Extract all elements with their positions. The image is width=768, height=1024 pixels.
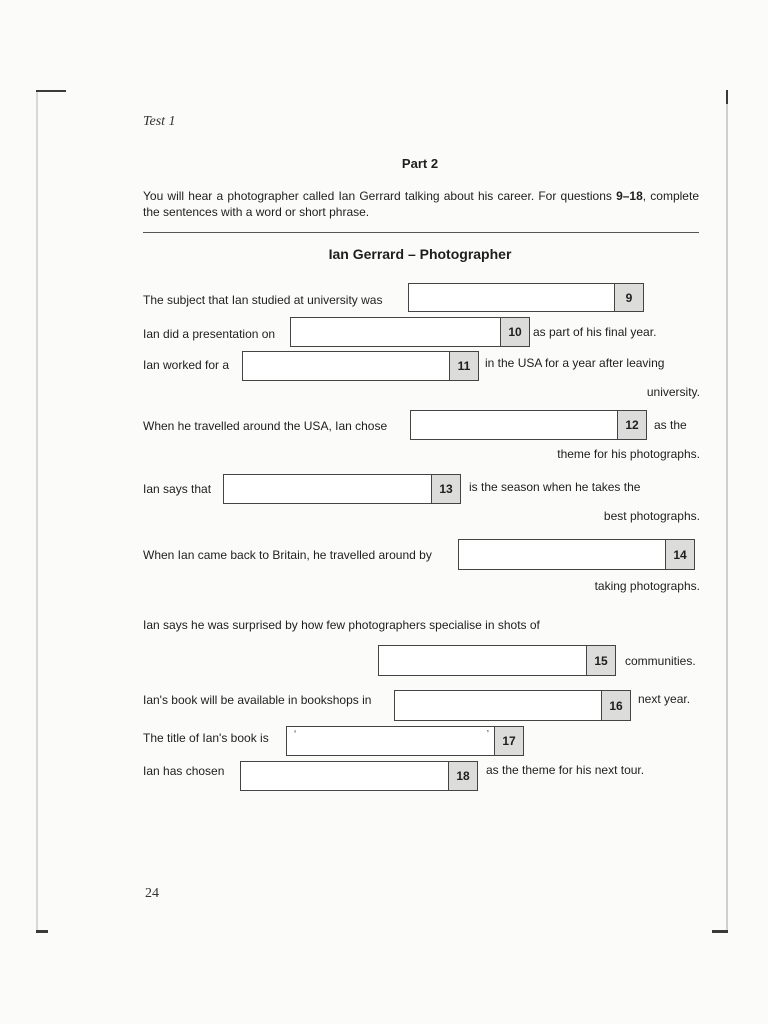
answer-box-12[interactable] [410, 410, 647, 440]
divider-rule [143, 232, 699, 233]
test-label: Test 1 [143, 114, 176, 129]
instructions [143, 188, 699, 220]
answer-box-13[interactable] [223, 474, 461, 504]
q11-text-before: Ian worked for a [143, 358, 230, 372]
question-number-11: 11 [449, 351, 479, 381]
q13-text-continued: best photographs. [603, 509, 700, 523]
q12-text-continued: theme for his photographs. [557, 447, 700, 461]
close-quote: ’ [486, 729, 489, 740]
q13-text-before: Ian says that [143, 482, 212, 496]
part-title: Part 2 [401, 156, 439, 171]
answer-box-9[interactable] [408, 283, 644, 312]
q17-text-before: The title of Ian's book is [143, 731, 269, 745]
q10-text-after: as part of his final year. [533, 325, 657, 339]
page-number: 24 [145, 886, 159, 901]
answer-box-10[interactable] [290, 317, 530, 347]
page-edge-left [36, 92, 38, 932]
section-title: Ian Gerrard – Photographer [328, 246, 512, 262]
question-number-16: 16 [601, 690, 631, 721]
q9-text-before: The subject that Ian studied at university was [143, 293, 383, 307]
q14-text-continued: taking photographs. [594, 579, 700, 593]
q15-text-after: communities. [625, 654, 696, 668]
q18-text-before: Ian has chosen [143, 764, 225, 778]
q13-text-after: is the season when he takes the [469, 480, 641, 494]
answer-box-18[interactable] [240, 761, 478, 791]
corner-mark-bottom-right [712, 930, 728, 933]
open-quote: ‘ [294, 729, 297, 740]
q12-text-after: as the [654, 418, 687, 432]
question-number-18: 18 [448, 761, 478, 791]
q18-text-after: as the theme for his next tour. [486, 763, 645, 777]
question-number-14: 14 [665, 539, 695, 570]
q11-text-after: in the USA for a year after leaving [485, 356, 665, 370]
question-number-9: 9 [614, 283, 644, 312]
answer-box-15[interactable] [378, 645, 616, 676]
instructions-range: 9–18 [616, 189, 643, 203]
answer-box-17[interactable] [286, 726, 524, 756]
corner-mark-bottom-left [36, 930, 48, 933]
q16-text-before: Ian's book will be available in bookshops in [143, 693, 372, 707]
question-number-10: 10 [500, 317, 530, 347]
question-number-15: 15 [586, 645, 616, 676]
q15-text-before: Ian says he was surprised by how few photographers specialise in shots of [143, 618, 540, 632]
q10-text-before: Ian did a presentation on [143, 327, 276, 341]
question-number-17: 17 [494, 726, 524, 756]
answer-box-11[interactable] [242, 351, 479, 381]
corner-mark-top-left [36, 90, 66, 92]
answer-box-14[interactable] [458, 539, 695, 570]
question-number-13: 13 [431, 474, 461, 504]
answer-box-16[interactable] [394, 690, 631, 721]
question-number-12: 12 [617, 410, 647, 440]
page-edge-right [726, 92, 728, 932]
q16-text-after: next year. [638, 692, 691, 706]
q12-text-before: When he travelled around the USA, Ian chose [143, 419, 388, 433]
q11-text-continued: university. [646, 385, 700, 399]
instructions-pre: You will hear a photographer called Ian Gerrard talking about his career. For questions [143, 189, 617, 203]
q14-text-before: When Ian came back to Britain, he travelled around by [143, 548, 432, 562]
instructions-post: , complete the sentences with a word or short phrase. [143, 189, 699, 219]
corner-mark-top-right [726, 90, 728, 104]
